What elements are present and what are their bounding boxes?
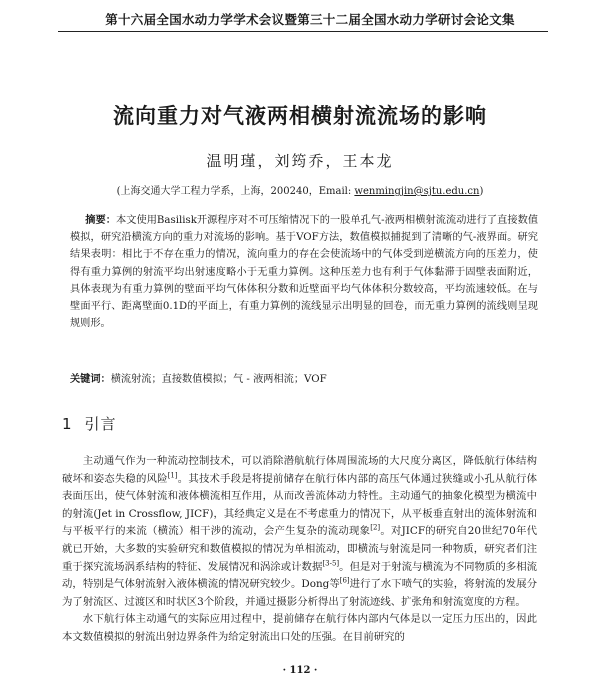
abstract-text: 本文使用Basilisk开源程序对不可压缩情况下的一股单孔气-液两相横射流流动进行了直接数值模拟，研究沿横流方向的重力对流场的影响。基于VOF方法，数值模拟捕捉到了清晰的气-液界面。研究结果表明：相比于不存在重力的情况，流向重力的存在会使流场中的气体受到逆横流方向的压差力，使得有重力算例的射流平均出射速度略小于无重力算例。这种压差力也有利于气体黏滞于固壁表面附近，具体表现为有重力算例的壁面平均气体体积分数和近壁面平均气体体积分数较高，平均流速较低。在与壁面平行、距离壁面0.1D的平面上，有重力算例的流线显示出明显的回卷，而无重力算例的流线则呈现规则形。 <box>70 215 539 330</box>
keywords-text: 横流射流；直接数值模拟；气 - 液两相流；VOF <box>110 374 327 385</box>
author-list: 温明瑾，刘筠乔，王本龙 <box>206 152 394 170</box>
abstract-label: 摘要： <box>85 215 116 226</box>
section-heading <box>62 413 117 434</box>
affiliation-text: (上海交通大学工程力学系，上海，200240，Email: <box>116 186 355 197</box>
keywords-label: 关键词： <box>70 374 111 385</box>
section-number: 1 <box>62 415 73 433</box>
email-link[interactable]: wenmingjin@sjtu.edu.cn <box>354 186 480 197</box>
citation[interactable]: [1] <box>167 471 178 480</box>
affiliation <box>40 182 560 197</box>
paragraph-text: 。但是对于射流与横流为不同物质的多相流动，特别是气体射流射入液体横流的情况研究较少。Dong等 <box>62 560 538 591</box>
paragraph-text: 。对JICF的研究自20世纪70年代就已开始，大多数的实验研究和数值模拟的情况为单相流动，即横流与射流是同一种物质，研究者们注重于探究流场涡系结构的特征、发展情况和涡涂或计数据 <box>62 525 538 573</box>
paragraph <box>62 453 537 611</box>
section-title: 引言 <box>84 415 117 433</box>
paragraph-text: 水下航行体主动通气的实际应用过程中，提前储存在航行体内部内气体是以一定压力压出的，因此本文数值模拟的射流出射边界条件为给定射流出口处的压强。在目前研究的 <box>62 613 537 643</box>
page-number: · 112 · <box>282 665 318 676</box>
paragraph-text: 进行了水下喷气的实验，将射流的发展分为了射流区、过渡区和时状区3个阶段，并通过摄影分析得出了射流迹线、扩张角和射流宽度的方程。 <box>62 578 537 608</box>
citation[interactable]: [3-5] <box>322 559 340 568</box>
paragraph-text: 主动通气作为一种流动控制技术，可以消除潜航航行体周围流场的大尺度分离区，降低航行体结构破坏和姿态失稳的风险 <box>62 455 537 485</box>
keywords <box>70 371 538 388</box>
paper-title: 流向重力对气液两相横射流流场的影响 <box>113 104 487 128</box>
header-rule <box>58 31 548 32</box>
body-text <box>62 453 537 647</box>
citation[interactable]: [2] <box>370 523 381 532</box>
citation[interactable]: [6] <box>339 576 350 585</box>
running-header: 第十六届全国水动力学学术会议暨第三十二届全国水动力学研讨会论文集 <box>105 12 515 27</box>
paragraph-text: 。其技术手段是将提前储存在航行体内部的高压气体通过狭缝或小孔从航行体表面压出，使气体射流和液体横流相互作用，从而改善流体动力特性。主动通气的抽象化模型为横流中的射流(Jet in Crossflow, JICF)，其经典定义是在不考虑重力的情况下，从平板垂直射出的流体射流和与平板平行的来流（横流）相干涉的流动，会产生复杂的流动现象 <box>62 472 538 538</box>
abstract <box>70 212 538 332</box>
paragraph <box>62 611 537 646</box>
affiliation-end: ) <box>479 186 484 197</box>
